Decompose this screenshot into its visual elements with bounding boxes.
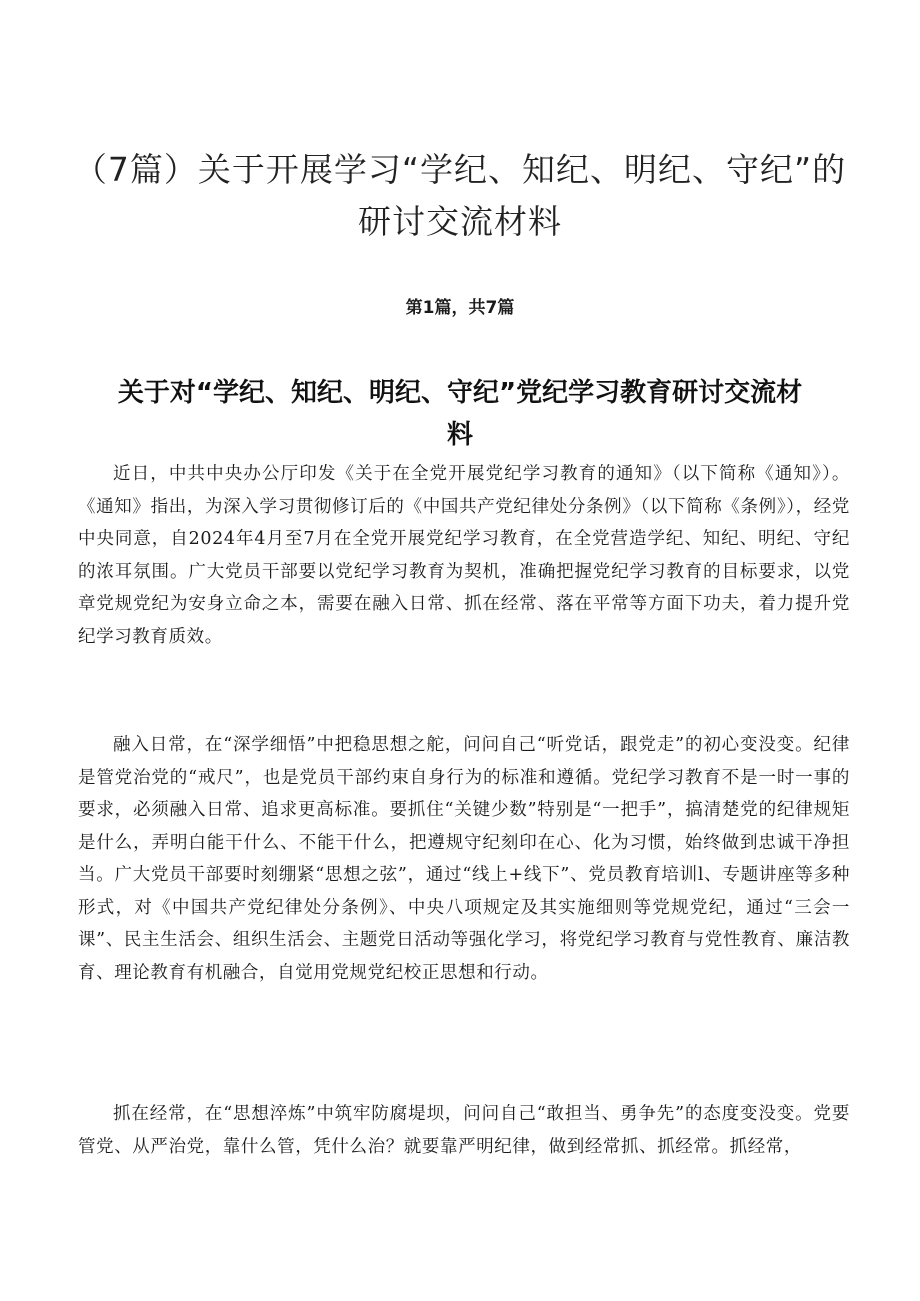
article-title: 关于对“学纪、知纪、明纪、守纪”党纪学习教育研讨交流材料 <box>117 377 803 450</box>
paragraph-daily: 融入日常，在“深学细悟”中把稳思想之舵，问问自己“听党话，跟党走”的初心变没变。纪律是管党治党的“戒尺”，也是党员干部约束自身行为的标准和遵循。党纪学习教育不是一时一事的要求，必须融入日常、追求更高标准。要抓住“关键少数”特别是“一把手”，搞清楚党的纪律规矩是什么，弄明白能干什么、不能干什么，把遵规守纪刻印在心、化为习惯，始终做到忠诚干净担当。广大党员干部要时刻绷紧“思想之弦”，通过“线上+线下”、党员教育培训l、专题讲座等多种形式，对《中国共产党纪律处分条例》、中央八项规定及其实施细则等党规党纪，通过“三会一课”、民主生活会、组织生活会、主题党日活动等强化学习，将党纪学习教育与党性教育、廉洁教育、理论教育有机融合，自觉用党规党纪校正思想和行动。 <box>78 735 850 983</box>
document-title: （7篇）关于开展学习“学纪、知纪、明纪、守纪”的研讨交流材料 <box>73 150 847 242</box>
chapter-label: 第1篇，共7篇 <box>405 298 515 318</box>
paragraph-intro: 近日，中共中央办公厅印发《关于在全党开展党纪学习教育的通知》（以下简称《通知》）。《通知》指出，为深入学习贯彻修订后的《中国共产党纪律处分条例》（以下简称《条例》），经党中央同意，自2024年4月至7月在全党开展党纪学习教育，在全党营造学纪、知纪、明纪、守纪的浓耳氛围。广大党员干部要以党纪学习教育为契机，准确把握党纪学习教育的目标要求，以党章党规党纪为安身立命之本，需要在融入日常、抓在经常、落在平常等方面下功夫，着力提升党纪学习教育质效。 <box>78 464 850 647</box>
paragraph-regular: 抓在经常，在“思想淬炼”中筑牢防腐堤坝，问问自己“敢担当、勇争先”的态度变没变。党要管党、从严治党，靠什么管，凭什么治？就要靠严明纪律，做到经常抓、抓经常。抓经常， <box>78 1104 850 1157</box>
